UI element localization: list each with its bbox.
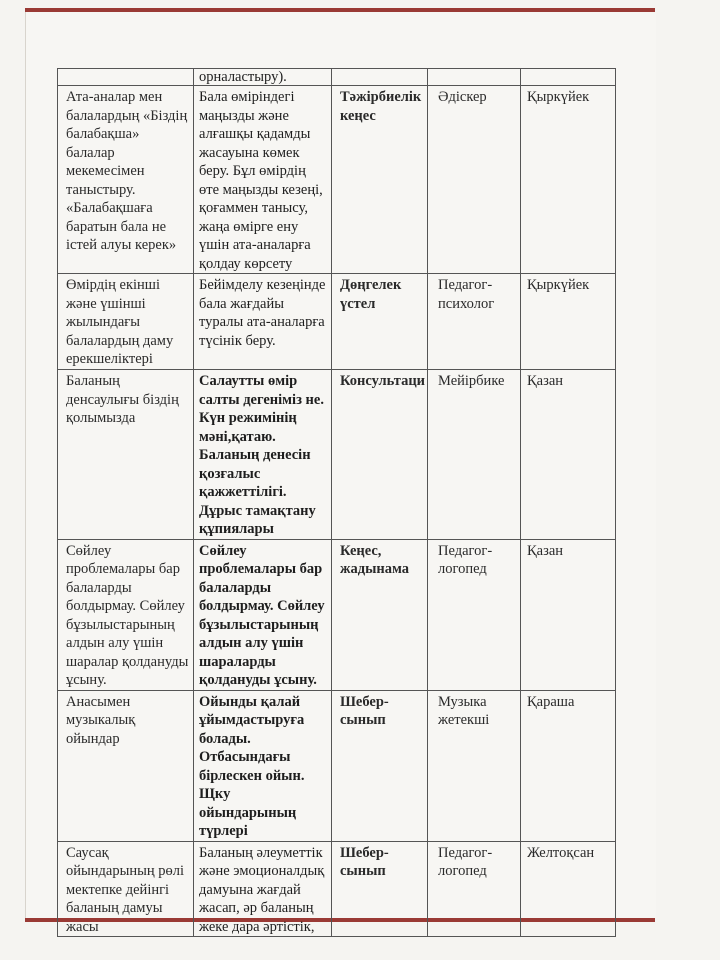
topic-cell: Өмірдің екінші және үшінші жылындағы балалардың даму ерекшеліктері — [58, 274, 194, 370]
table-row — [58, 370, 616, 540]
content-cell: Ойынды қалай ұйымдастыруға болады. Отбасындағы бірлескен ойын. Щку ойындарының түрлері — [194, 690, 332, 841]
month-cell: Қараша — [521, 690, 616, 841]
responsible-cell: Педагог-логопед — [428, 539, 521, 690]
topic-cell: Саусақ ойындарының рөлі мектепке дейінгі баланың дамуы жасы — [58, 841, 194, 937]
topic-cell: Сөйлеу проблемалары бар балаларды болдырмау. Сөйлеу бұзылыстарының алдын алу үшін шаралар қолдануды ұсыну. — [58, 539, 194, 690]
content-cell: Салаутты өмір салты дегеніміз не. Күн режимінің мәні,қатаю. Баланың денесін қозғалыс қажжеттілігі. Дұрыс тамақтану құпиялары — [194, 370, 332, 540]
table-row — [58, 841, 616, 937]
month-cell: Қазан — [521, 370, 616, 540]
responsible-cell: Педагог-логопед — [428, 841, 521, 937]
content-cell: Сөйлеу проблемалары бар балаларды болдырмау. Сөйлеу бұзылыстарының алдын алу үшін шараларды қолдануды ұсыну. — [194, 539, 332, 690]
content-cell: орналастыру). — [194, 69, 332, 86]
month-cell: Қазан — [521, 539, 616, 690]
form-cell: Шебер-сынып — [332, 841, 428, 937]
month-cell: Желтоқсан — [521, 841, 616, 937]
form-cell: Кеңес, жадынама — [332, 539, 428, 690]
table-row — [58, 69, 616, 86]
responsible-cell: Музыка жетекші — [428, 690, 521, 841]
responsible-cell: Әдіскер — [428, 86, 521, 274]
table-row — [58, 86, 616, 274]
form-cell: Консультаци — [332, 370, 428, 540]
content-cell: Бейімделу кезеңінде бала жағдайы туралы ата-аналарға түсінік беру. — [194, 274, 332, 370]
parent-work-plan-table — [57, 68, 616, 937]
form-cell: Дөңгелек үстел — [332, 274, 428, 370]
content-cell: Баланың әлеуметтік және эмоционалдық дамуына жағдай жасап, әр баланың жеке дара әртістік, — [194, 841, 332, 937]
month-cell: Қыркүйек — [521, 86, 616, 274]
table-row — [58, 539, 616, 690]
topic-cell: Анасымен музыкалық ойындар — [58, 690, 194, 841]
topic-cell: Ата-аналар мен балалардың «Біздің балабақша» балалар мекемесімен таныстыру. «Балабақшаға баратын бала не істей алуы керек» — [58, 86, 194, 274]
month-cell — [521, 69, 616, 86]
content-cell: Бала өміріндегі маңызды және алғашқы қадамды жасауына көмек беру. Бұл өмірдің өте маңызды кезеңі, қоғаммен танысу, жаңа өмірге ену үшін ата-аналарға қолдау көрсету — [194, 86, 332, 274]
responsible-cell: Мейірбике — [428, 370, 521, 540]
topic-cell: Баланың денсаулығы біздің қолымызда — [58, 370, 194, 540]
month-cell: Қыркүйек — [521, 274, 616, 370]
form-cell: Шебер-сынып — [332, 690, 428, 841]
form-cell — [332, 69, 428, 86]
responsible-cell — [428, 69, 521, 86]
topic-cell — [58, 69, 194, 86]
table-row — [58, 690, 616, 841]
responsible-cell: Педагог-психолог — [428, 274, 521, 370]
table-row — [58, 274, 616, 370]
form-cell: Тәжірбиелік кеңес — [332, 86, 428, 274]
